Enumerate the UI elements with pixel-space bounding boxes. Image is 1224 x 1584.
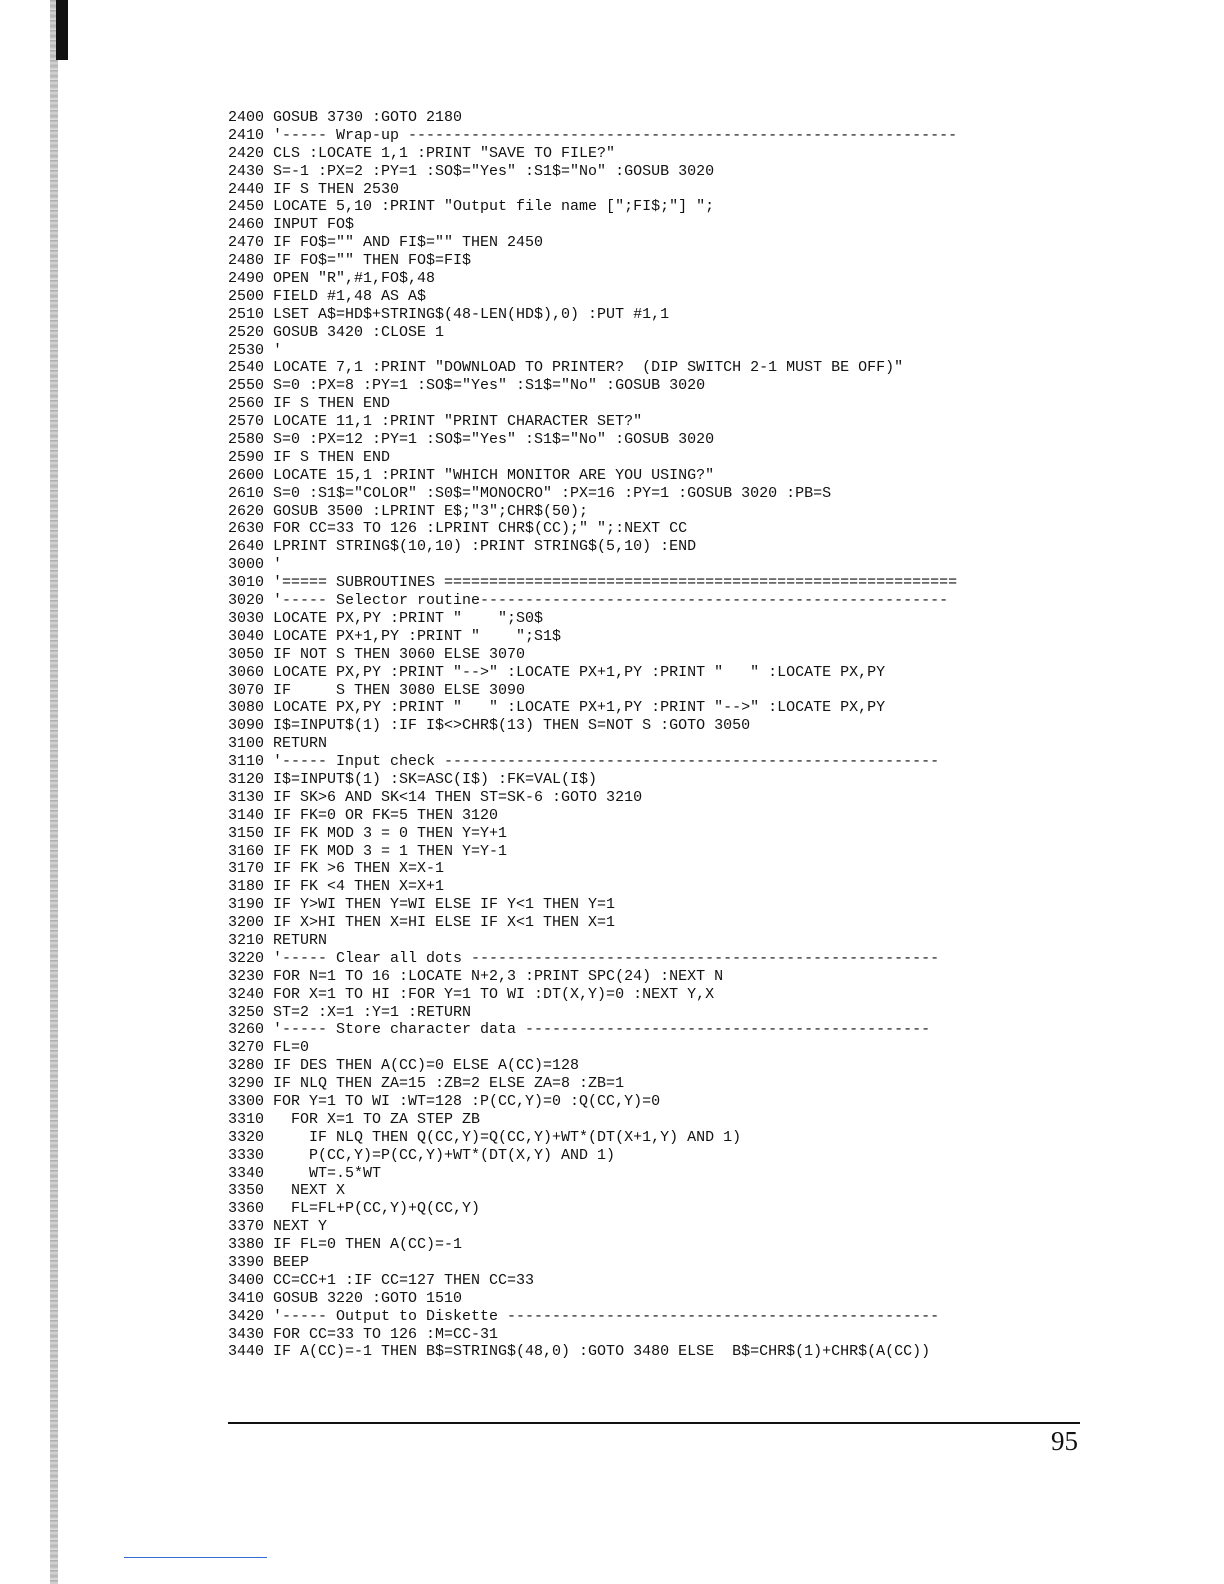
- code-line: 3040 LOCATE PX+1,PY :PRINT " ";S1$: [228, 627, 562, 645]
- code-line: 2550 S=0 :PX=8 :PY=1 :SO$="Yes" :S1$="No" :GOSUB 3020: [228, 377, 706, 395]
- code-line: 3110 '----- Input check -------------------------------------------------------: [228, 753, 940, 771]
- basic-code-listing: [228, 109, 1088, 1361]
- code-line: 3190 IF Y>WI THEN Y=WI ELSE IF Y<1 THEN Y=1: [228, 896, 616, 914]
- code-line: 3180 IF FK <4 THEN X=X+1: [228, 878, 445, 896]
- code-line: 3230 FOR N=1 TO 16 :LOCATE N+2,3 :PRINT SPC(24) :NEXT N: [228, 967, 724, 985]
- code-line: 3020 '----- Selector routine----------------------------------------------------: [228, 592, 949, 610]
- code-line: 3440 IF A(CC)=-1 THEN B$=STRING$(48,0) :GOTO 3480 ELSE B$=CHR$(1)+CHR$(A(CC)): [228, 1343, 931, 1361]
- code-line: 3430 FOR CC=33 TO 126 :M=CC-31: [228, 1325, 499, 1343]
- code-line: 2470 IF FO$="" AND FI$="" THEN 2450: [228, 234, 544, 252]
- code-line: 2640 LPRINT STRING$(10,10) :PRINT STRING$(5,10) :END: [228, 538, 697, 556]
- code-line: 2610 S=0 :S1$="COLOR" :S0$="MONOCRO" :PX=16 :PY=1 :GOSUB 3020 :PB=S: [228, 484, 832, 502]
- page-number: 95: [1051, 1426, 1078, 1456]
- code-line: 2570 LOCATE 11,1 :PRINT "PRINT CHARACTER SET?": [228, 413, 643, 431]
- code-line: 2440 IF S THEN 2530: [228, 180, 400, 198]
- code-line: 3160 IF FK MOD 3 = 1 THEN Y=Y-1: [228, 842, 508, 860]
- code-line: 3130 IF SK>6 AND SK<14 THEN ST=SK-6 :GOTO 3210: [228, 788, 643, 806]
- code-line: 3050 IF NOT S THEN 3060 ELSE 3070: [228, 645, 526, 663]
- code-line: 3410 GOSUB 3220 :GOTO 1510: [228, 1289, 463, 1307]
- code-line: 2620 GOSUB 3500 :LPRINT E$;"3";CHR$(50);: [228, 502, 589, 520]
- code-line: 3340 WT=.5*WT: [228, 1164, 382, 1182]
- code-line: 3200 IF X>HI THEN X=HI ELSE IF X<1 THEN X=1: [228, 914, 616, 932]
- footer-rule: [228, 1422, 1080, 1424]
- code-line: 3370 NEXT Y: [228, 1218, 328, 1236]
- code-line: 2630 FOR CC=33 TO 126 :LPRINT CHR$(CC);" ";:NEXT CC: [228, 520, 688, 538]
- code-line: 3080 LOCATE PX,PY :PRINT " " :LOCATE PX+1,PY :PRINT "-->" :LOCATE PX,PY: [228, 699, 886, 717]
- code-line: 3400 CC=CC+1 :IF CC=127 THEN CC=33: [228, 1271, 535, 1289]
- code-line: 2500 FIELD #1,48 AS A$: [228, 287, 427, 305]
- scan-binding-mark: [56, 0, 68, 60]
- code-line: 3060 LOCATE PX,PY :PRINT "-->" :LOCATE PX+1,PY :PRINT " " :LOCATE PX,PY: [228, 663, 886, 681]
- code-line: 2520 GOSUB 3420 :CLOSE 1: [228, 323, 445, 341]
- code-line: 3330 P(CC,Y)=P(CC,Y)+WT*(DT(X,Y) AND 1): [228, 1146, 616, 1164]
- code-line: 2450 LOCATE 5,10 :PRINT "Output file name [";FI$;"] ";: [228, 198, 715, 216]
- code-line: 3210 RETURN: [228, 931, 328, 949]
- code-line: 3030 LOCATE PX,PY :PRINT " ";S0$: [228, 609, 544, 627]
- code-line: 2580 S=0 :PX=12 :PY=1 :SO$="Yes" :S1$="No" :GOSUB 3020: [228, 431, 715, 449]
- code-line: 3010 '===== SUBROUTINES =========================================================: [228, 574, 958, 592]
- code-line: 2600 LOCATE 15,1 :PRINT "WHICH MONITOR ARE YOU USING?": [228, 466, 715, 484]
- footer-underline: [124, 1557, 267, 1558]
- code-line: 3170 IF FK >6 THEN X=X-1: [228, 860, 445, 878]
- code-line: 2410 '----- Wrap-up -------------------------------------------------------------: [228, 126, 958, 144]
- code-line: 3290 IF NLQ THEN ZA=15 :ZB=2 ELSE ZA=8 :ZB=1: [228, 1075, 625, 1093]
- code-line: 3150 IF FK MOD 3 = 0 THEN Y=Y+1: [228, 824, 508, 842]
- code-line: 3280 IF DES THEN A(CC)=0 ELSE A(CC)=128: [228, 1057, 580, 1075]
- code-line: 3390 BEEP: [228, 1254, 310, 1271]
- code-line: 3000 ': [228, 556, 283, 574]
- code-line: 3240 FOR X=1 TO HI :FOR Y=1 TO WI :DT(X,Y)=0 :NEXT Y,X: [228, 985, 715, 1003]
- code-line: 3220 '----- Clear all dots ----------------------------------------------------: [228, 949, 940, 967]
- code-line: 2490 OPEN "R",#1,FO$,48: [228, 270, 436, 288]
- code-line: 3270 FL=0: [228, 1039, 310, 1057]
- code-line: 2460 INPUT FO$: [228, 216, 355, 234]
- code-line: 2400 GOSUB 3730 :GOTO 2180: [228, 109, 463, 126]
- code-line: 2430 S=-1 :PX=2 :PY=1 :SO$="Yes" :S1$="No" :GOSUB 3020: [228, 162, 715, 180]
- code-line: 3250 ST=2 :X=1 :Y=1 :RETURN: [228, 1003, 472, 1021]
- code-line: 2530 ': [228, 341, 283, 359]
- code-line: 2510 LSET A$=HD$+STRING$(48-LEN(HD$),0) :PUT #1,1: [228, 305, 670, 323]
- code-line: 3300 FOR Y=1 TO WI :WT=128 :P(CC,Y)=0 :Q(CC,Y)=0: [228, 1092, 661, 1110]
- code-line: 3140 IF FK=0 OR FK=5 THEN 3120: [228, 806, 499, 824]
- code-line: 3120 I$=INPUT$(1) :SK=ASC(I$) :FK=VAL(I$): [228, 770, 598, 788]
- code-line: 2590 IF S THEN END: [228, 448, 391, 466]
- code-line: 3310 FOR X=1 TO ZA STEP ZB: [228, 1110, 481, 1128]
- code-line: 3420 '----- Output to Diskette ------------------------------------------------: [228, 1307, 940, 1325]
- code-line: 3350 NEXT X: [228, 1182, 346, 1200]
- code-line: 2560 IF S THEN END: [228, 395, 391, 413]
- code-line: 2480 IF FO$="" THEN FO$=FI$: [228, 252, 472, 270]
- code-line: 3360 FL=FL+P(CC,Y)+Q(CC,Y): [228, 1200, 481, 1218]
- code-line: 3070 IF S THEN 3080 ELSE 3090: [228, 681, 526, 699]
- code-line: 2420 CLS :LOCATE 1,1 :PRINT "SAVE TO FILE?": [228, 144, 616, 162]
- scan-binding-edge: [50, 0, 58, 1584]
- code-line: 3100 RETURN: [228, 735, 328, 753]
- code-line: 2540 LOCATE 7,1 :PRINT "DOWNLOAD TO PRINTER? (DIP SWITCH 2-1 MUST BE OFF)": [228, 359, 904, 377]
- code-line: 3320 IF NLQ THEN Q(CC,Y)=Q(CC,Y)+WT*(DT(X+1,Y) AND 1): [228, 1128, 742, 1146]
- code-line: 3380 IF FL=0 THEN A(CC)=-1: [228, 1236, 463, 1254]
- code-line: 3090 I$=INPUT$(1) :IF I$<>CHR$(13) THEN S=NOT S :GOTO 3050: [228, 717, 751, 735]
- code-line: 3260 '----- Store character data ---------------------------------------------: [228, 1021, 931, 1039]
